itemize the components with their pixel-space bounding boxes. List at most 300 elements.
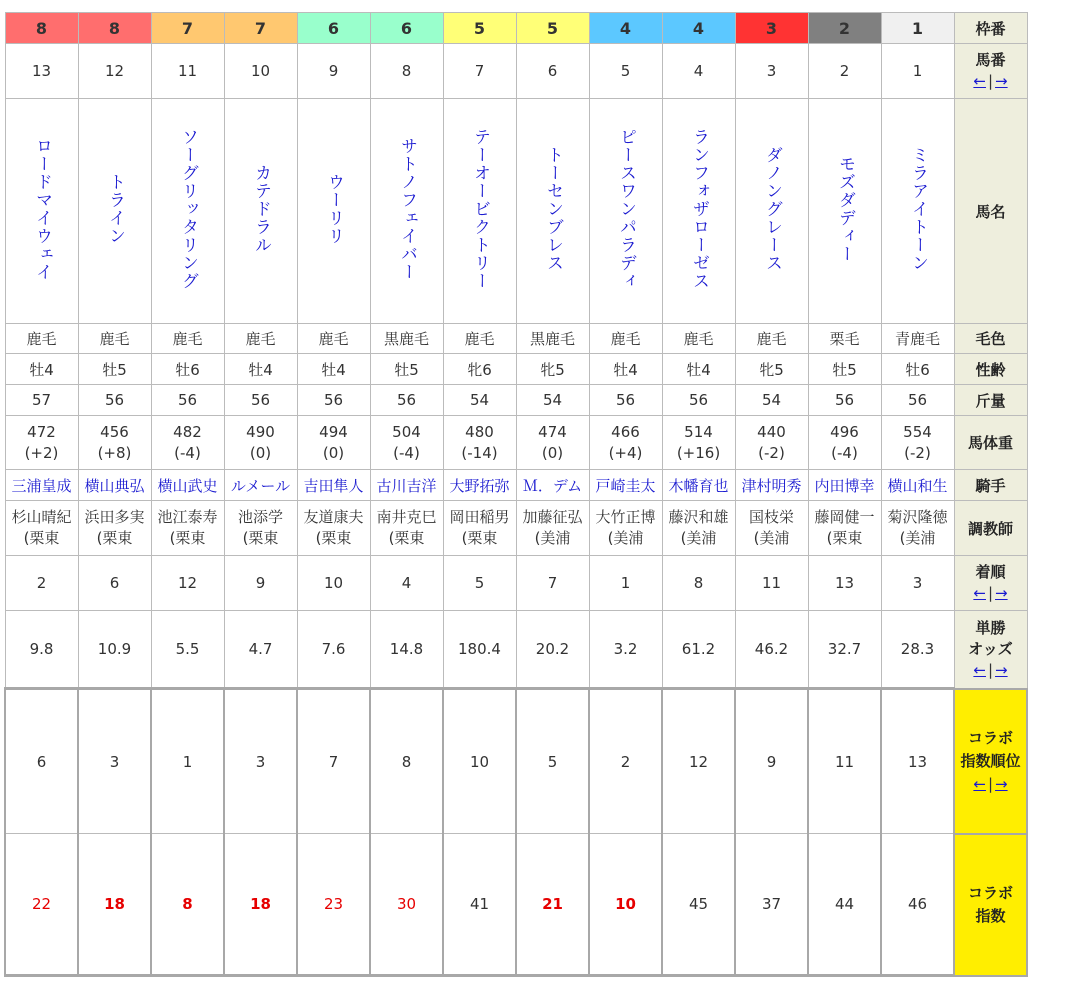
body-weight-cell	[881, 416, 954, 470]
collab-rank-cell	[78, 689, 151, 834]
waku-cell	[808, 13, 881, 44]
jockey-link[interactable]: 吉田隼人	[303, 476, 364, 495]
waku-cell	[78, 13, 151, 44]
odds-cell	[808, 611, 881, 689]
horse-name-cell[interactable]	[443, 99, 516, 324]
collab-index-cell	[516, 834, 589, 976]
waku-number: 3	[765, 18, 778, 38]
waku-cell	[224, 13, 297, 44]
collab-rank-value: 6	[36, 752, 47, 771]
horse-name-cell[interactable]	[297, 99, 370, 324]
umaban-cell	[516, 44, 589, 99]
collab-rank-cell	[297, 689, 370, 834]
trainer-area: (美浦	[680, 529, 717, 547]
jockey-link[interactable]: 戸崎圭太	[595, 476, 656, 495]
waku-cell	[662, 13, 735, 44]
arrow-separator: |	[987, 584, 994, 602]
umaban-sort-arrows[interactable]	[973, 72, 1007, 90]
trainer-name: 菊沢隆徳	[887, 508, 948, 526]
trainer-name: 池江泰寿	[157, 508, 218, 526]
finish-cell	[589, 556, 662, 611]
body-weight-cell	[808, 416, 881, 470]
body-weight-header	[954, 416, 1027, 470]
coat-cell	[808, 324, 881, 354]
collab-index-value: 10	[615, 895, 636, 913]
race-table	[4, 12, 1028, 977]
finish-position: 12	[177, 574, 198, 592]
coat-cell	[589, 324, 662, 354]
sort-right-arrow[interactable]: →	[995, 584, 1008, 602]
sexage-value: 牡4	[321, 360, 346, 379]
name-row	[5, 99, 1027, 324]
trainer-cell	[297, 501, 370, 556]
weight-carried-cell	[881, 385, 954, 416]
trainer-header	[954, 501, 1027, 556]
waku-cell	[516, 13, 589, 44]
collab-rank-value: 2	[620, 752, 631, 771]
collab-index-cell	[224, 834, 297, 976]
coat-cell	[370, 324, 443, 354]
collab-index-cell	[5, 834, 78, 976]
sexage-cell	[735, 354, 808, 385]
sort-right-arrow[interactable]: →	[995, 660, 1008, 679]
trainer-cell	[5, 501, 78, 556]
odds-cell	[78, 611, 151, 689]
sort-left-arrow[interactable]: ←	[973, 774, 986, 793]
coat-value: 鹿毛	[318, 330, 349, 348]
horse-name-link[interactable]: カテドラル	[251, 164, 271, 254]
jockey-cell[interactable]	[516, 470, 589, 501]
horse-name-cell[interactable]	[5, 99, 78, 324]
finish-position: 7	[547, 574, 558, 592]
trainer-cell	[516, 501, 589, 556]
odds-cell	[151, 611, 224, 689]
horse-name-link[interactable]: モズダディー	[835, 155, 855, 263]
collab-rank-cell	[589, 689, 662, 834]
body-weight-value: 440	[757, 422, 786, 441]
jockey-cell[interactable]	[78, 470, 151, 501]
coat-cell	[224, 324, 297, 354]
jockey-cell[interactable]	[224, 470, 297, 501]
weight-carried-row	[5, 385, 1027, 416]
horse-name-link[interactable]: ピースワンパラディ	[616, 128, 636, 290]
trainer-cell	[443, 501, 516, 556]
body-weight-diff: (+16)	[676, 443, 721, 462]
weight-carried-cell	[370, 385, 443, 416]
jockey-link[interactable]: 内田博幸	[814, 476, 875, 495]
trainer-cell	[881, 501, 954, 556]
sexage-cell	[589, 354, 662, 385]
finish-position: 13	[834, 574, 855, 592]
waku-cell	[297, 13, 370, 44]
coat-value: 黒鹿毛	[529, 330, 575, 348]
sexage-cell	[516, 354, 589, 385]
win-odds-value: 20.2	[535, 640, 570, 658]
finish-position: 11	[761, 574, 782, 592]
jockey-cell[interactable]	[297, 470, 370, 501]
horse-name-link[interactable]: トーセンブレス	[543, 146, 563, 272]
finish-position: 4	[401, 574, 412, 592]
body-weight-value: 466	[611, 422, 640, 441]
umaban-number: 1	[912, 62, 923, 80]
umaban-cell	[151, 44, 224, 99]
collab-rank-value: 9	[766, 752, 777, 771]
umaban-number: 3	[766, 62, 777, 80]
coat-header	[954, 324, 1027, 354]
odds-label-line2: オッズ	[968, 639, 1013, 658]
trainer-name: 加藤征弘	[522, 508, 583, 526]
horse-name-link[interactable]: ランフォザローゼス	[689, 128, 709, 290]
jockey-link[interactable]: Ｍ．デム	[522, 476, 583, 495]
trainer-area: (栗東	[388, 529, 425, 547]
finish-cell	[808, 556, 881, 611]
trainer-cell	[735, 501, 808, 556]
collab-index-cell	[881, 834, 954, 976]
finish-position: 1	[620, 574, 631, 592]
collab-rank-cell	[224, 689, 297, 834]
body-weight-value: 514	[684, 422, 713, 441]
horse-name-link[interactable]: ロードマイウェイ	[32, 137, 52, 281]
sort-left-arrow[interactable]: ←	[973, 584, 986, 602]
collab-index-value: 37	[761, 895, 782, 913]
coat-cell	[516, 324, 589, 354]
body-weight-diff: (-14)	[461, 443, 498, 462]
collab-rank-value: 5	[547, 752, 558, 771]
coat-value: 黒鹿毛	[383, 330, 429, 348]
trainer-cell	[662, 501, 735, 556]
body-weight-value: 496	[830, 422, 859, 441]
sexage-cell	[297, 354, 370, 385]
trainer-name: 杉山晴紀	[11, 508, 72, 526]
body-weight-diff: (-4)	[393, 443, 420, 462]
coat-cell	[735, 324, 808, 354]
body-weight-cell	[662, 416, 735, 470]
jockey-link[interactable]: 横山典弘	[84, 476, 145, 495]
sexage-value: 牡4	[248, 360, 273, 379]
arrow-separator: |	[987, 72, 994, 90]
collab-rank-cell	[443, 689, 516, 834]
odds-cell	[589, 611, 662, 689]
collab-index-cell	[297, 834, 370, 976]
body-weight-diff: (0)	[541, 443, 564, 462]
collab-rank-sort-arrows[interactable]	[973, 775, 1007, 793]
coat-value: 鹿毛	[99, 330, 130, 348]
collab-rank-value: 3	[109, 752, 120, 771]
jockey-cell[interactable]	[5, 470, 78, 501]
waku-cell	[881, 13, 954, 44]
weight-carried-value: 54	[761, 391, 782, 409]
odds-sort-arrows[interactable]	[973, 661, 1007, 679]
horse-name-cell[interactable]	[224, 99, 297, 324]
body-weight-cell	[589, 416, 662, 470]
jockey-link[interactable]: ルメール	[230, 476, 291, 495]
weight-carried-label: 斤量	[975, 391, 1006, 410]
odds-cell	[5, 611, 78, 689]
coat-value: 青鹿毛	[894, 330, 940, 348]
sort-left-arrow[interactable]: ←	[973, 72, 986, 90]
weight-carried-value: 57	[31, 391, 52, 409]
body-weight-cell	[370, 416, 443, 470]
coat-cell	[443, 324, 516, 354]
jockey-cell[interactable]	[662, 470, 735, 501]
trainer-name: 大竹正博	[595, 508, 656, 526]
umaban-number: 13	[31, 62, 52, 80]
jockey-cell[interactable]	[151, 470, 224, 501]
weight-carried-cell	[443, 385, 516, 416]
trainer-area: (栗東	[242, 529, 279, 547]
umaban-cell	[662, 44, 735, 99]
coat-cell	[5, 324, 78, 354]
collab-index-value: 18	[250, 895, 271, 913]
coat-value: 鹿毛	[756, 330, 787, 348]
trainer-area: (美浦	[899, 529, 936, 547]
body-weight-diff: (0)	[249, 443, 272, 462]
weight-carried-value: 56	[615, 391, 636, 409]
body-weight-diff: (-4)	[174, 443, 201, 462]
finish-row	[5, 556, 1027, 611]
collab-index-cell	[662, 834, 735, 976]
arrow-separator: |	[987, 660, 994, 679]
collab-index-value: 22	[31, 895, 52, 913]
jockey-link[interactable]: 木幡育也	[668, 476, 729, 495]
sexage-label: 性齢	[975, 360, 1006, 379]
horse-name-link[interactable]: ミラアイトーン	[908, 146, 928, 272]
coat-label: 毛色	[975, 330, 1006, 348]
collab-index-cell	[735, 834, 808, 976]
coat-cell	[297, 324, 370, 354]
body-weight-value: 474	[538, 422, 567, 441]
coat-cell	[78, 324, 151, 354]
coat-cell	[151, 324, 224, 354]
weight-carried-cell	[297, 385, 370, 416]
win-odds-value: 46.2	[754, 640, 789, 658]
finish-cell	[662, 556, 735, 611]
collab-rank-cell	[808, 689, 881, 834]
trainer-name: 浜田多実	[84, 508, 145, 526]
win-odds-value: 14.8	[389, 640, 424, 658]
weight-carried-cell	[151, 385, 224, 416]
horse-name-cell[interactable]	[662, 99, 735, 324]
collab-index-value: 46	[907, 895, 928, 913]
finish-sort-arrows[interactable]	[973, 584, 1007, 602]
sexage-cell	[5, 354, 78, 385]
jockey-cell[interactable]	[370, 470, 443, 501]
win-odds-value: 61.2	[681, 640, 716, 658]
weight-carried-cell	[78, 385, 151, 416]
trainer-cell	[370, 501, 443, 556]
body-weight-cell	[516, 416, 589, 470]
trainer-label: 調教師	[967, 519, 1013, 538]
body-weight-diff: (0)	[322, 443, 345, 462]
trainer-name: 友道康夫	[303, 508, 364, 526]
weight-carried-value: 56	[104, 391, 125, 409]
trainer-cell	[78, 501, 151, 556]
weight-carried-value: 56	[907, 391, 928, 409]
jockey-header	[954, 470, 1027, 501]
sexage-cell	[881, 354, 954, 385]
umaban-number: 12	[104, 62, 125, 80]
body-weight-value: 494	[319, 422, 348, 441]
finish-position: 6	[109, 574, 120, 592]
odds-cell	[370, 611, 443, 689]
body-weight-diff: (-2)	[758, 443, 785, 462]
collab-rank-cell	[370, 689, 443, 834]
waku-cell	[151, 13, 224, 44]
horse-name-link[interactable]: ウーリリ	[324, 173, 344, 245]
sexage-cell	[78, 354, 151, 385]
sort-right-arrow[interactable]: →	[995, 774, 1008, 793]
jockey-link[interactable]: 津村明秀	[741, 476, 802, 495]
finish-cell	[224, 556, 297, 611]
odds-cell	[881, 611, 954, 689]
jockey-cell[interactable]	[881, 470, 954, 501]
body-weight-label: 馬体重	[967, 434, 1013, 452]
body-weight-value: 480	[465, 422, 494, 441]
coat-value: 鹿毛	[26, 330, 57, 348]
body-weight-cell	[151, 416, 224, 470]
horse-name-cell[interactable]	[516, 99, 589, 324]
win-odds-value: 10.9	[97, 640, 132, 658]
body-weight-cell	[224, 416, 297, 470]
jockey-cell[interactable]	[808, 470, 881, 501]
sexage-value: 牡6	[905, 360, 930, 379]
umaban-number: 4	[693, 62, 704, 80]
umaban-number: 6	[547, 62, 558, 80]
horse-name-cell[interactable]	[735, 99, 808, 324]
horse-name-cell[interactable]	[808, 99, 881, 324]
weight-carried-header	[954, 385, 1027, 416]
trainer-area: (栗東	[23, 529, 60, 547]
horse-name-link[interactable]: テーオービクトリー	[470, 128, 490, 290]
win-odds-value: 180.4	[458, 640, 501, 658]
trainer-area: (栗東	[169, 529, 206, 547]
jockey-link[interactable]: 古川吉洋	[376, 476, 437, 495]
waku-label: 枠番	[975, 19, 1006, 38]
collab-rank-value: 1	[182, 752, 193, 771]
jockey-link[interactable]: 三浦皇成	[11, 476, 72, 495]
sexage-cell	[808, 354, 881, 385]
coat-row	[5, 324, 1027, 354]
collab-rank-header	[954, 689, 1027, 834]
waku-number: 6	[400, 18, 413, 38]
waku-cell	[589, 13, 662, 44]
name-header	[954, 99, 1027, 324]
weight-carried-value: 56	[834, 391, 855, 409]
body-weight-diff: (+4)	[608, 443, 643, 462]
waku-number: 2	[838, 18, 851, 38]
collab-index-value: 30	[396, 895, 417, 913]
waku-header	[954, 13, 1027, 44]
umaban-cell	[589, 44, 662, 99]
win-odds-value: 28.3	[900, 640, 935, 658]
horse-name-cell[interactable]	[370, 99, 443, 324]
weight-carried-cell	[808, 385, 881, 416]
umaban-cell	[5, 44, 78, 99]
collab-rank-cell	[151, 689, 224, 834]
body-weight-diff: (-2)	[904, 443, 931, 462]
umaban-cell	[881, 44, 954, 99]
odds-cell	[516, 611, 589, 689]
sort-right-arrow[interactable]: →	[995, 72, 1008, 90]
horse-name-cell[interactable]	[589, 99, 662, 324]
horse-name-link[interactable]: ソーグリッタリング	[178, 128, 198, 290]
trainer-area: (栗東	[315, 529, 352, 547]
umaban-number: 11	[177, 62, 198, 80]
finish-position: 9	[255, 574, 266, 592]
sexage-header	[954, 354, 1027, 385]
jockey-link[interactable]: 大野拓弥	[449, 476, 510, 495]
win-odds-value: 7.6	[321, 640, 346, 658]
sexage-row	[5, 354, 1027, 385]
coat-value: 鹿毛	[245, 330, 276, 348]
win-odds-value: 3.2	[613, 640, 638, 658]
sexage-value: 牝5	[540, 360, 565, 379]
weight-carried-value: 56	[323, 391, 344, 409]
umaban-header	[954, 44, 1027, 99]
horse-name-cell[interactable]	[78, 99, 151, 324]
trainer-cell	[224, 501, 297, 556]
weight-carried-value: 56	[177, 391, 198, 409]
collab-rank-cell	[881, 689, 954, 834]
waku-number: 4	[619, 18, 632, 38]
umaban-cell	[808, 44, 881, 99]
waku-number: 1	[911, 18, 924, 38]
jockey-cell[interactable]	[443, 470, 516, 501]
coat-value: 鹿毛	[610, 330, 641, 348]
waku-cell	[5, 13, 78, 44]
body-weight-row	[5, 416, 1027, 470]
waku-number: 5	[546, 18, 559, 38]
umaban-cell	[297, 44, 370, 99]
sexage-cell	[662, 354, 735, 385]
weight-carried-cell	[224, 385, 297, 416]
jockey-link[interactable]: 横山武史	[157, 476, 218, 495]
waku-number: 7	[181, 18, 194, 38]
horse-name-link[interactable]: サトノフェイバー	[397, 137, 417, 281]
win-odds-value: 5.5	[175, 640, 200, 658]
waku-cell	[370, 13, 443, 44]
body-weight-cell	[443, 416, 516, 470]
sexage-cell	[151, 354, 224, 385]
horse-name-cell[interactable]	[881, 99, 954, 324]
collab-index-value: 41	[469, 895, 490, 913]
jockey-cell[interactable]	[735, 470, 808, 501]
collab-rank-label-line1: コラボ	[967, 728, 1013, 747]
weight-carried-value: 54	[469, 391, 490, 409]
coat-value: 栗毛	[829, 330, 860, 348]
collab-index-cell	[78, 834, 151, 976]
jockey-link[interactable]: 横山和生	[887, 476, 948, 495]
horse-name-link[interactable]: ダノングレース	[762, 146, 782, 272]
umaban-number: 9	[328, 62, 339, 80]
coat-value: 鹿毛	[464, 330, 495, 348]
trainer-name: 池添学	[237, 508, 283, 526]
horse-name-cell[interactable]	[151, 99, 224, 324]
collab-index-label-line1: コラボ	[967, 883, 1013, 902]
sexage-value: 牡6	[175, 360, 200, 379]
trainer-name: 岡田稲男	[449, 508, 510, 526]
waku-number: 8	[108, 18, 121, 38]
finish-position: 3	[912, 574, 923, 592]
collab-index-value: 21	[542, 895, 563, 913]
horse-name-link[interactable]: トライン	[105, 173, 125, 245]
collab-index-value: 18	[104, 895, 125, 913]
jockey-cell[interactable]	[589, 470, 662, 501]
weight-carried-cell	[5, 385, 78, 416]
sort-left-arrow[interactable]: ←	[973, 660, 986, 679]
win-odds-value: 4.7	[248, 640, 273, 658]
odds-cell	[662, 611, 735, 689]
